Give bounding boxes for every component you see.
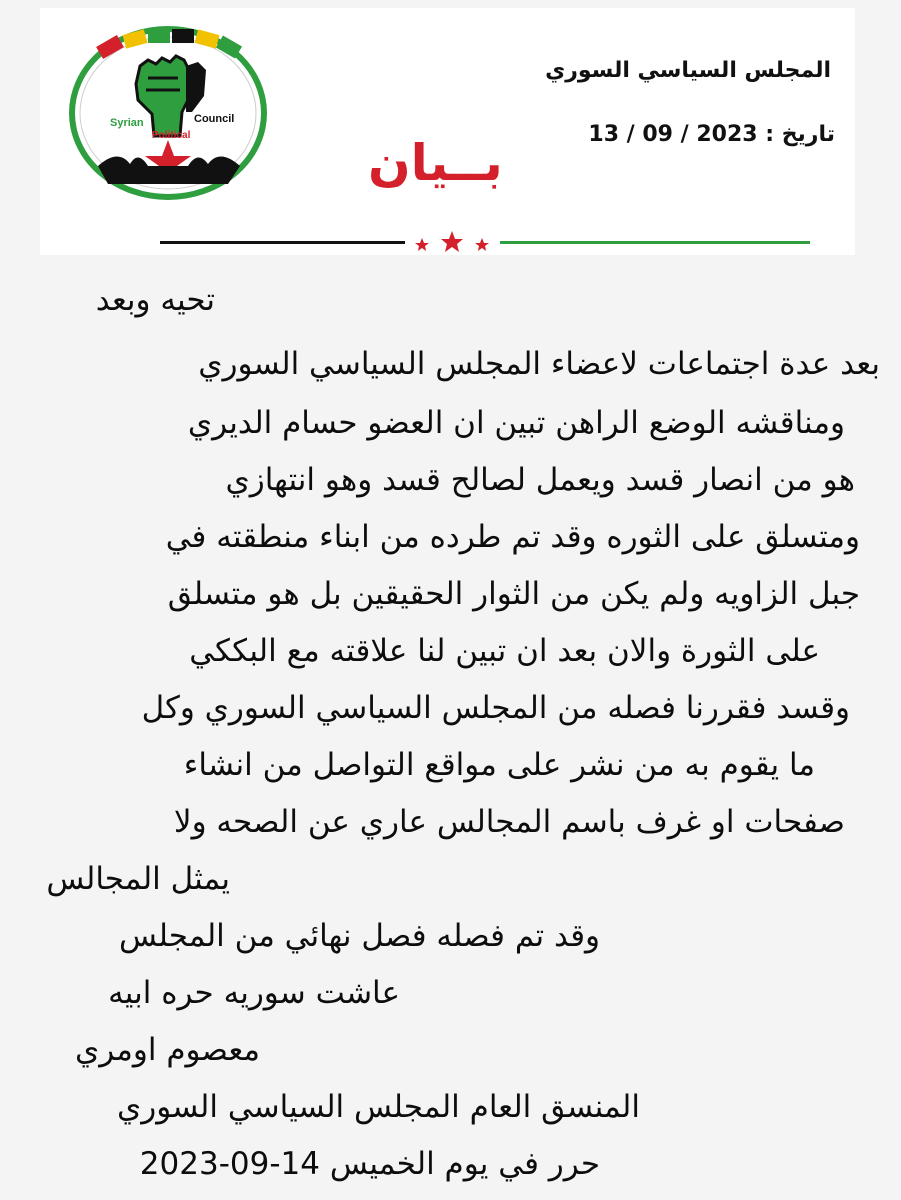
logo-text-right: Council [194, 113, 235, 125]
council-name: المجلس السياسي السوري [545, 58, 831, 83]
flag-divider [160, 230, 810, 254]
closing-line: عاشت سوريه حره ابيه [108, 975, 400, 1011]
signatory-title: المنسق العام المجلس السياسي السوري [117, 1089, 640, 1125]
body-line: ومتسلق على الثوره وقد تم طرده من ابناء منطقته في [165, 519, 860, 555]
date-line [588, 122, 835, 147]
statement-title: بــيان [368, 134, 503, 192]
body-line: وقد تم فصله فصل نهائي من المجلس [118, 918, 600, 954]
signatory-name: معصوم اومري [74, 1032, 260, 1068]
body-line: يمثل المجالس [46, 861, 230, 897]
body-line: وقسد فقررنا فصله من المجلس السياسي السوري وكل [141, 690, 850, 726]
body-line: ومناقشه الوضع الراهن تبين ان العضو حسام الديري [187, 405, 845, 441]
body-line: على الثورة والان بعد ان تبين لنا علاقته مع البككي [189, 633, 820, 669]
body-line: جبل الزاويه ولم يكن من الثوار الحقيقين بل هو متسلق [167, 576, 860, 612]
body-line: بعد عدة اجتماعات لاعضاء المجلس السياسي السوري [198, 346, 880, 382]
date-value: 13 / 09 / 2023 [588, 122, 758, 147]
logo-text-center: Political [152, 130, 191, 141]
body-line: صفحات او غرف باسم المجالس عاري عن الصحه ولا [173, 804, 845, 840]
issue-date-line: حرر في يوم الخميس 14-09-2023 [139, 1146, 600, 1182]
body-line: هو من انصار قسد ويعمل لصالح قسد وهو انتهازي [225, 462, 855, 498]
logo-text-left: Syrian [110, 117, 144, 129]
date-label: تاريخ : [765, 122, 835, 147]
body-line: ما يقوم به من نشر على مواقع التواصل من انشاء [183, 747, 815, 783]
council-logo [68, 26, 268, 201]
